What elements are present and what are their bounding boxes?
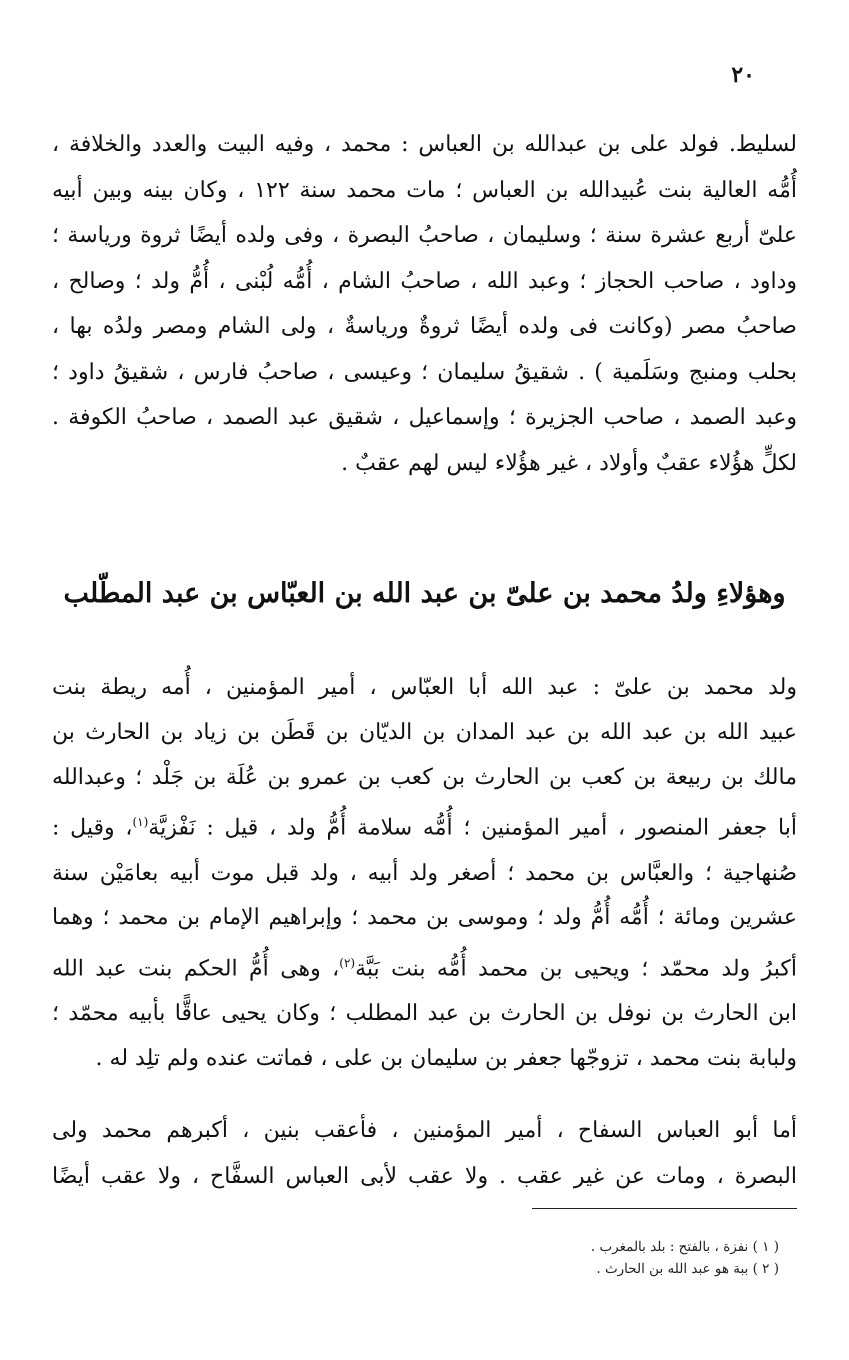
text-line: صاحبُ مصر (وكانت فى ولده أيضًا ثروةٌ ورياسةٌ ، ولى الشام ومصر ولدُه بها ،: [52, 314, 797, 339]
text-line: وعبد الصمد ، صاحب الجزيرة ؛ وإسماعيل ، شقيق عبد الصمد ، صاحبُ الكوفة .: [52, 405, 797, 430]
text-segment: ، وهى أُمُّ الحكم بنت عبد الله: [52, 956, 340, 982]
text-line: أما أبو العباس السفاح ، أمير المؤمنين ، فأعقب بنين ، أكبرهم محمد ولى: [52, 1118, 797, 1143]
text-line: وداود ، صاحب الحجاز ؛ وعبد الله ، صاحبُ الشام ، أُمُّه لُبْنى ، أُمُّ ولد ؛ وصالح ،: [52, 268, 797, 294]
text-segment: أكبرُ ولد محمّد ؛ ويحيى بن محمد أُمُّه بنت بَبَّة: [355, 956, 797, 982]
text-line: ابن الحارث بن نوفل بن الحارث بن عبد المطلب ؛ وكان يحيى عاقًّا بأبيه محمّد ؛: [52, 1001, 797, 1027]
text-line: صُنهاجية ؛ والعبَّاس بن محمد ؛ أصغر ولد أبيه ، ولد قبل موت أبيه بعامَيْن سنة: [52, 860, 797, 886]
text-line: عشرين ومائة ؛ أُمُّه أُمُّ ولد ؛ وموسى بن محمد ؛ وإبراهيم الإمام بن محمد ؛ وهما: [52, 905, 797, 931]
footnotes: [279, 1236, 779, 1280]
text-line: مالك بن ربيعة بن كعب بن الحارث بن كعب بن عمرو بن عُلَة بن جَلْد ؛ وعبدالله: [52, 764, 797, 790]
text-line: عبيد الله بن عبد الله بن عبد المدان بن الديّان بن قَطَن بن زياد بن الحارث بن: [52, 719, 797, 745]
footnote: ( ٢ ) ببة هو عبد الله بن الحارث .: [596, 1261, 779, 1277]
section-heading: وهؤلاءِ ولدُ محمد بن علىّ بن عبد الله بن العبّاس بن عبد المطّلب: [63, 578, 786, 609]
text-segment: ، وقيل :: [52, 815, 133, 841]
text-line: البصرة ، ومات عن غير عقب . ولا عقب لأبى العباس السفَّاح ، ولا عقب أيضًا: [52, 1163, 797, 1189]
text-line: بحلب ومنبج وسَلَمية ) . شقيقُ سليمان ؛ وعيسى ، صاحبُ فارس ، شقيقُ داود ؛: [52, 359, 798, 385]
text-line: علىّ أربع عشرة سنة ؛ وسليمان ، صاحبُ البصرة ، وفى ولده أيضًا ثروة ورياسة ؛: [52, 223, 797, 248]
footnote-divider: [532, 1208, 797, 1209]
text-line: [52, 941, 797, 992]
text-line: لكلٍّ هؤُلاء عقبٌ وأولاد ، غير هؤُلاء ليس لهم عقبٌ .: [341, 450, 797, 476]
footnote-marker: (١): [132, 815, 149, 830]
paragraph-children-of-ali: [52, 122, 797, 486]
text-line: [52, 800, 797, 851]
text-segment: أبا جعفر المنصور ، أمير المؤمنين ؛ أُمُّه سلامة أُمُّ ولد ، قيل : نَفْزيَّة: [148, 815, 797, 841]
paragraph-abu-al-abbas: [52, 1108, 797, 1199]
text-line: أُمُّه العالية بنت عُبيدالله بن العباس ؛ مات محمد سنة ١٢٢ ، وكان بينه وبين أبيه: [52, 177, 797, 203]
footnote: ( ١ ) نفزة ، بالفتح : بلد بالمغرب .: [590, 1239, 779, 1255]
page-number: ٢٠: [731, 62, 755, 88]
text-line: لسليط. فولد على بن عبدالله بن العباس : محمد ، وفيه البيت والعدد والخلافة ،: [52, 132, 797, 157]
text-line: ولد محمد بن علىّ : عبد الله أبا العبّاس ، أمير المؤمنين ، أُمه ريطة بنت: [52, 675, 797, 700]
footnote-marker: (٢): [339, 956, 356, 971]
text-line: ولبابة بنت محمد ، تزوجّها جعفر بن سليمان بن على ، فماتت عنده ولم تلِد له .: [95, 1046, 797, 1072]
paragraph-children-of-muhammad: [52, 666, 797, 1082]
